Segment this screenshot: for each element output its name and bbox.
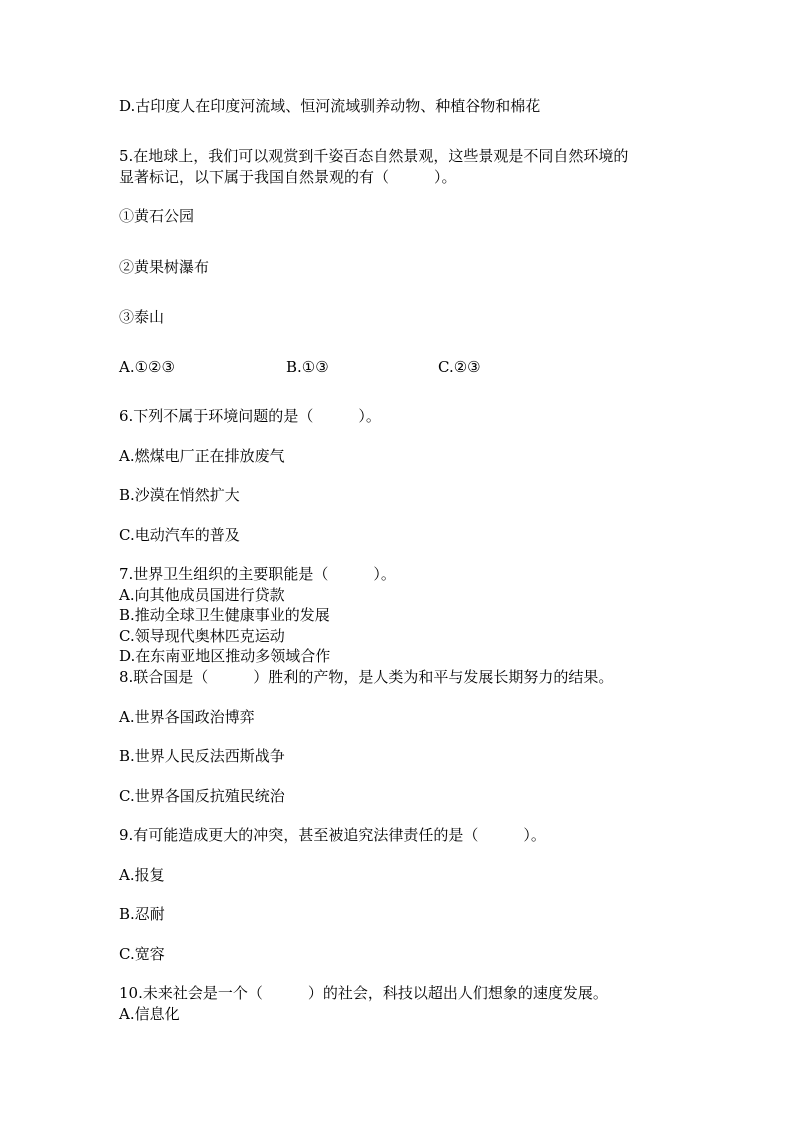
q7-stem: 7.世界卫生组织的主要职能是（ ）。 — [119, 565, 396, 583]
q6-stem: 6.下列不属于环境问题的是（ ）。 — [119, 407, 381, 425]
q7-option-a: A.向其他成员国进行贷款 — [119, 586, 285, 604]
q8-stem: 8.联合国是（ ）胜利的产物，是人类为和平与发展长期努力的结果。 — [119, 668, 614, 686]
q4-option-d: D.古印度人在印度河流域、恒河流域驯养动物、种植谷物和棉花 — [119, 97, 541, 115]
q10-option-a: A.信息化 — [119, 1005, 180, 1023]
q5-stem-line1: 5.在地球上，我们可以观赏到千姿百态自然景观，这些景观是不同自然环境的 — [119, 147, 629, 165]
q5-item-1: ①黄石公园 — [119, 207, 195, 225]
q10-stem: 10.未来社会是一个（ ）的社会，科技以超出人们想象的速度发展。 — [119, 984, 608, 1002]
q6-option-a: A.燃煤电厂正在排放废气 — [119, 447, 285, 465]
q5-item-3: ③泰山 — [119, 308, 165, 326]
q5-option-b: B.①③ — [286, 358, 329, 376]
q6-option-b: B.沙漠在悄然扩大 — [119, 486, 240, 504]
q7-option-b: B.推动全球卫生健康事业的发展 — [119, 606, 330, 624]
q9-stem: 9.有可能造成更大的冲突，甚至被追究法律责任的是（ ）。 — [119, 826, 546, 844]
q8-option-a: A.世界各国政治博弈 — [119, 708, 255, 726]
q7-option-d: D.在东南亚地区推动多领域合作 — [119, 647, 331, 665]
q5-option-c: C.②③ — [438, 358, 481, 376]
q7-option-c: C.领导现代奥林匹克运动 — [119, 627, 285, 645]
q9-option-a: A.报复 — [119, 866, 165, 884]
q5-stem-line2: 显著标记，以下属于我国自然景观的有（ ）。 — [119, 168, 457, 186]
q9-option-c: C.宽容 — [119, 945, 165, 963]
q8-option-b: B.世界人民反法西斯战争 — [119, 747, 285, 765]
q9-option-b: B.忍耐 — [119, 905, 165, 923]
q5-option-a: A.①②③ — [119, 358, 175, 376]
q5-item-2: ②黄果树瀑布 — [119, 258, 210, 276]
q6-option-c: C.电动汽车的普及 — [119, 526, 240, 544]
q8-option-c: C.世界各国反抗殖民统治 — [119, 787, 285, 805]
